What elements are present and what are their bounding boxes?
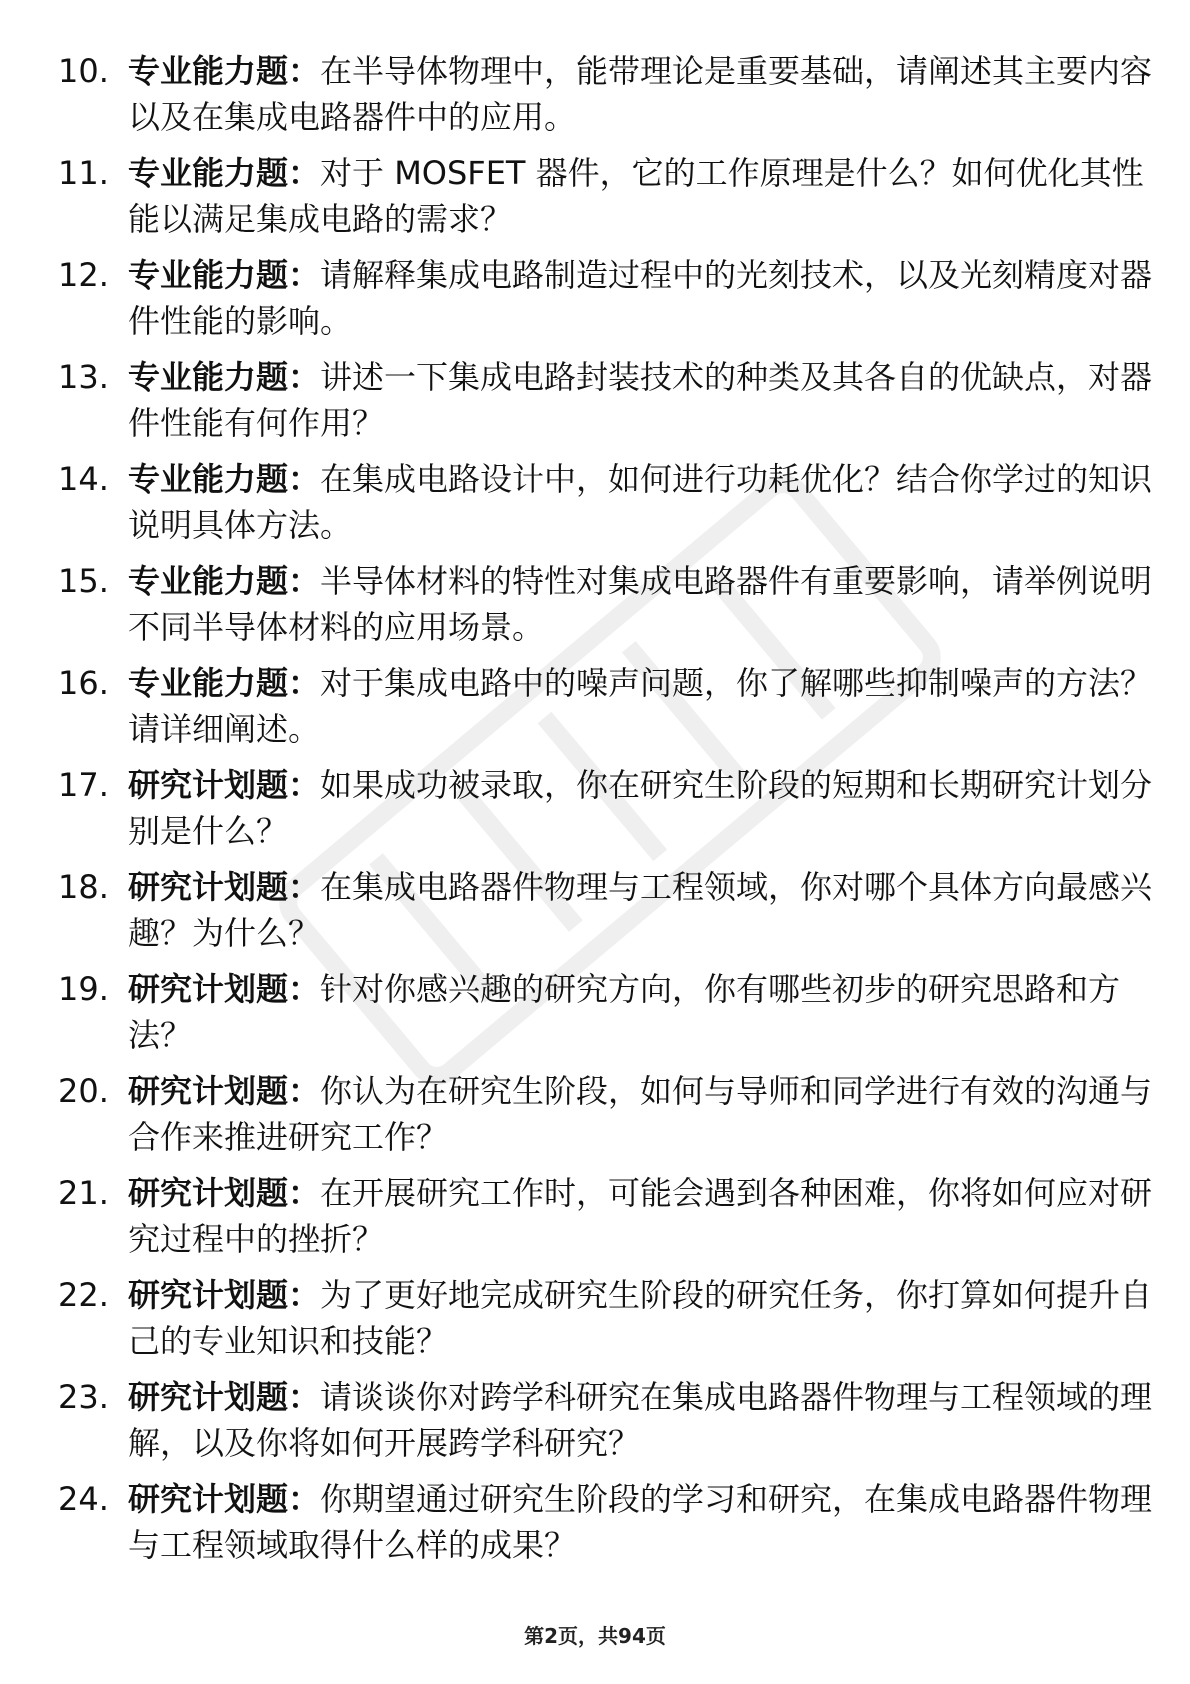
question-body — [128, 1068, 1168, 1160]
question-body — [128, 1374, 1168, 1466]
question-body — [128, 558, 1168, 650]
question-text: 在集成电路设计中，如何进行功耗优化？结合你学过的知识说明具体方法。 — [128, 460, 1153, 544]
question-number: 18. — [58, 868, 109, 906]
question-body — [128, 1272, 1168, 1364]
question-item — [58, 354, 1153, 456]
question-number: 15. — [58, 562, 109, 600]
question-number: 16. — [58, 664, 109, 702]
question-list — [58, 48, 1153, 1578]
question-category: 专业能力题： — [128, 562, 321, 600]
question-item — [58, 252, 1153, 354]
question-item — [58, 864, 1153, 966]
question-number: 21. — [58, 1174, 109, 1212]
question-item — [58, 1476, 1153, 1578]
question-category: 专业能力题： — [128, 154, 321, 192]
question-item — [58, 762, 1153, 864]
question-number: 17. — [58, 766, 109, 804]
question-text: 在集成电路器件物理与工程领域，你对哪个具体方向最感兴趣？为什么？ — [128, 868, 1153, 952]
question-number: 14. — [58, 460, 109, 498]
question-text: 对于集成电路中的噪声问题，你了解哪些抑制噪声的方法？请详细阐述。 — [128, 664, 1153, 748]
question-text: 在半导体物理中，能带理论是重要基础，请阐述其主要内容以及在集成电路器件中的应用。 — [128, 52, 1153, 136]
question-category: 研究计划题： — [128, 1072, 321, 1110]
question-item — [58, 150, 1144, 252]
question-item — [58, 660, 1153, 762]
question-body — [128, 660, 1168, 752]
question-text: 半导体材料的特性对集成电路器件有重要影响，请举例说明不同半导体材料的应用场景。 — [128, 562, 1153, 646]
question-body — [128, 966, 1168, 1058]
question-number: 11. — [58, 154, 109, 192]
question-category: 研究计划题： — [128, 868, 321, 906]
question-item — [58, 1272, 1153, 1374]
question-category: 专业能力题： — [128, 664, 321, 702]
question-category: 研究计划题： — [128, 970, 321, 1008]
question-item — [58, 1170, 1153, 1272]
question-text: 为了更好地完成研究生阶段的研究任务，你打算如何提升自己的专业知识和技能？ — [128, 1276, 1153, 1360]
question-text: 你期望通过研究生阶段的学习和研究，在集成电路器件物理与工程领域取得什么样的成果？ — [128, 1480, 1153, 1564]
question-body — [128, 252, 1168, 344]
question-category: 研究计划题： — [128, 766, 321, 804]
question-text: 讲述一下集成电路封装技术的种类及其各自的优缺点，对器件性能有何作用？ — [128, 358, 1153, 442]
question-text: 如果成功被录取，你在研究生阶段的短期和长期研究计划分别是什么？ — [128, 766, 1153, 850]
question-number: 13. — [58, 358, 109, 396]
question-item — [58, 558, 1153, 660]
question-number: 24. — [58, 1480, 109, 1518]
question-number: 19. — [58, 970, 109, 1008]
question-body — [128, 354, 1168, 446]
question-text: 在开展研究工作时，可能会遇到各种困难，你将如何应对研究过程中的挫折？ — [128, 1174, 1153, 1258]
question-text: 针对你感兴趣的研究方向，你有哪些初步的研究思路和方法？ — [128, 970, 1121, 1054]
question-category: 专业能力题： — [128, 256, 321, 294]
question-number: 22. — [58, 1276, 109, 1314]
question-body — [128, 48, 1168, 140]
question-text: 请谈谈你对跨学科研究在集成电路器件物理与工程领域的理解，以及你将如何开展跨学科研究？ — [128, 1378, 1153, 1462]
question-number: 23. — [58, 1378, 109, 1416]
question-number: 12. — [58, 256, 109, 294]
question-text: 请解释集成电路制造过程中的光刻技术，以及光刻精度对器件性能的影响。 — [128, 256, 1153, 340]
question-category: 研究计划题： — [128, 1378, 321, 1416]
question-body — [128, 864, 1168, 956]
question-text: 对于 MOSFET 器件，它的工作原理是什么？如何优化其性能以满足集成电路的需求？ — [128, 154, 1144, 238]
question-category: 专业能力题： — [128, 52, 321, 90]
question-number: 10. — [58, 52, 109, 90]
question-category: 专业能力题： — [128, 358, 321, 396]
question-item — [58, 48, 1153, 150]
question-text: 你认为在研究生阶段，如何与导师和同学进行有效的沟通与合作来推进研究工作？ — [128, 1072, 1153, 1156]
question-category: 专业能力题： — [128, 460, 321, 498]
question-item — [58, 456, 1153, 558]
question-number: 20. — [58, 1072, 109, 1110]
question-item — [58, 966, 1138, 1068]
question-category: 研究计划题： — [128, 1174, 321, 1212]
question-body — [128, 762, 1168, 854]
page-footer: 第2页，共94页 — [524, 1624, 666, 1648]
question-body — [128, 150, 1168, 242]
question-body — [128, 1170, 1168, 1262]
question-body — [128, 456, 1168, 548]
question-item — [58, 1374, 1153, 1476]
question-body — [128, 1476, 1168, 1568]
question-item — [58, 1068, 1153, 1170]
question-category: 研究计划题： — [128, 1276, 321, 1314]
question-category: 研究计划题： — [128, 1480, 321, 1518]
